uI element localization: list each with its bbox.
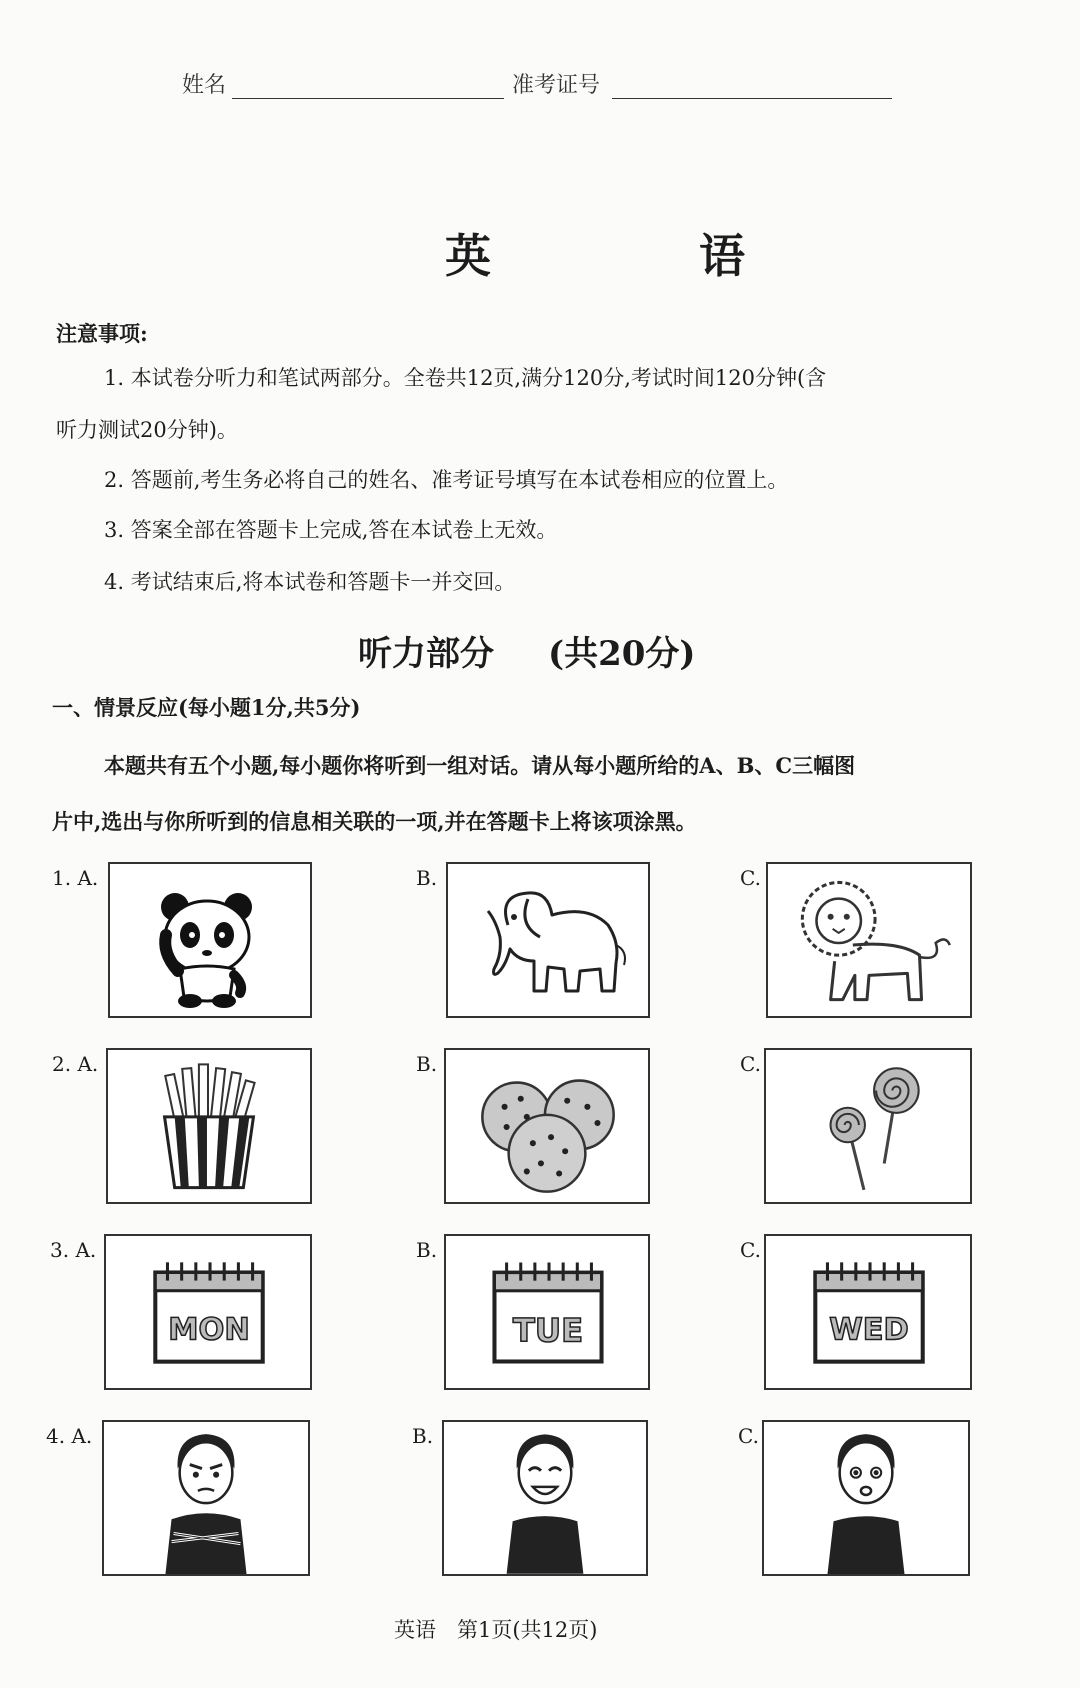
- exam-id-label: 准考证号: [512, 73, 601, 98]
- option-box[interactable]: [764, 1234, 972, 1390]
- calendar-day-text: WED: [829, 1312, 909, 1348]
- option-box[interactable]: [104, 1234, 312, 1390]
- name-label: 姓名: [182, 73, 227, 98]
- name-field[interactable]: [232, 98, 504, 99]
- note-item: 1. 本试卷分听力和笔试两部分。全卷共12页,满分120分,考试时间120分钟(含: [104, 366, 827, 390]
- calendar-tue-icon: [446, 1236, 648, 1388]
- option-box[interactable]: [446, 862, 650, 1018]
- question-label: 4. A.: [46, 1424, 93, 1448]
- calendar-mon-icon: [106, 1236, 310, 1388]
- exam-id-field[interactable]: [612, 98, 892, 99]
- fries-icon: [108, 1050, 310, 1202]
- boy-surprised-icon: [764, 1422, 968, 1574]
- page-title: 英 语: [445, 229, 842, 283]
- question-label: 3. A.: [50, 1238, 97, 1262]
- option-label: C.: [738, 1424, 759, 1448]
- lion-icon: [768, 864, 970, 1016]
- option-label: C.: [740, 1238, 761, 1262]
- question-label: 1. A.: [52, 866, 99, 890]
- notes-heading: 注意事项:: [56, 321, 148, 346]
- calendar-wed-icon: [766, 1236, 970, 1388]
- option-box[interactable]: [762, 1420, 970, 1576]
- instruction-text: 本题共有五个小题,每小题你将听到一组对话。请从每小题所给的A、B、C三幅图: [104, 753, 856, 778]
- panda-icon: [110, 864, 310, 1016]
- boy-angry-icon: [104, 1422, 308, 1574]
- elephant-icon: [448, 864, 648, 1016]
- section-score: (共20分): [548, 634, 696, 674]
- part-title: 一、情景反应(每小题1分,共5分): [52, 695, 361, 720]
- note-item: 听力测试20分钟)。: [56, 418, 238, 442]
- calendar-day-text: MON: [168, 1312, 250, 1348]
- calendar-day-text: TUE: [512, 1311, 584, 1350]
- option-box[interactable]: [106, 1048, 312, 1204]
- option-box[interactable]: [766, 862, 972, 1018]
- option-label: B.: [416, 866, 438, 890]
- option-box[interactable]: [764, 1048, 972, 1204]
- option-box[interactable]: [444, 1048, 650, 1204]
- option-label: B.: [416, 1052, 438, 1076]
- note-item: 4. 考试结束后,将本试卷和答题卡一并交回。: [104, 570, 516, 594]
- question-label: 2. A.: [52, 1052, 99, 1076]
- option-label: B.: [416, 1238, 438, 1262]
- lollipops-icon: [766, 1050, 970, 1202]
- option-label: C.: [740, 1052, 761, 1076]
- page-footer: 英语 第1页(共12页): [394, 1618, 598, 1642]
- section-title: 听力部分: [358, 634, 494, 674]
- boy-happy-icon: [444, 1422, 646, 1574]
- note-item: 3. 答案全部在答题卡上完成,答在本试卷上无效。: [104, 518, 558, 542]
- note-item: 2. 答题前,考生务必将自己的姓名、准考证号填写在本试卷相应的位置上。: [104, 468, 789, 492]
- cookies-icon: [446, 1050, 648, 1202]
- option-label: B.: [412, 1424, 434, 1448]
- option-label: C.: [740, 866, 761, 890]
- option-box[interactable]: [444, 1234, 650, 1390]
- option-box[interactable]: [108, 862, 312, 1018]
- option-box[interactable]: [442, 1420, 648, 1576]
- instruction-text: 片中,选出与你所听到的信息相关联的一项,并在答题卡上将该项涂黑。: [52, 809, 697, 834]
- option-box[interactable]: [102, 1420, 310, 1576]
